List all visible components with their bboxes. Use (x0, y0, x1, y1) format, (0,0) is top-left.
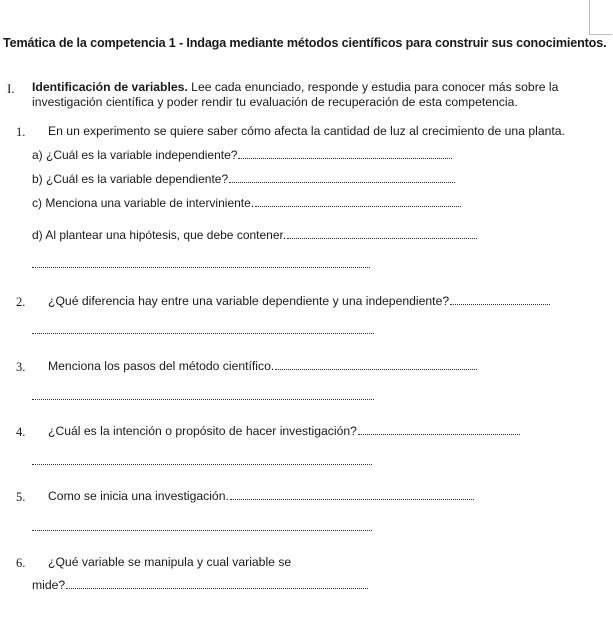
answer-blank[interactable] (230, 499, 474, 500)
subquestion-b-text: b) ¿Cuál es la variable dependiente? (32, 172, 229, 186)
question-number: 2. (16, 295, 26, 309)
question-number: 1. (16, 125, 26, 139)
question-text: ¿Qué variable se manipula y cual variable se (48, 555, 292, 569)
question-6-text-cont: mide? (32, 578, 66, 592)
answer-blank[interactable] (275, 369, 477, 370)
question-text: En un experimento se quiere saber cómo afecta la cantidad de luz al crecimiento de una planta. (48, 124, 565, 138)
answer-line[interactable] (32, 267, 370, 268)
page-corner-mark (589, 0, 612, 35)
question-number: 3. (16, 360, 26, 374)
subquestion-c-text: c) Menciona una variable de interviniente. (32, 196, 255, 210)
subquestion-a (32, 148, 452, 162)
answer-blank[interactable] (450, 304, 550, 305)
answer-blank[interactable] (287, 238, 477, 239)
section-number: I. (7, 81, 15, 96)
question-text (48, 359, 477, 373)
section-intro-line-2: investigación científica y poder rendir tu evaluación de recuperación de esta competencia. (32, 95, 518, 109)
question-text (48, 294, 550, 308)
answer-line[interactable] (32, 530, 372, 531)
question-text-continued (32, 578, 368, 592)
subquestion-b (32, 172, 455, 186)
question-text (48, 489, 474, 503)
section-intro-text: Lee cada enunciado, responde y estudia para conocer más sobre la (187, 80, 559, 94)
question-2-text: ¿Qué diferencia hay entre una variable dependiente y una independiente? (48, 294, 450, 308)
answer-blank[interactable] (255, 206, 461, 207)
subquestion-d (32, 228, 477, 242)
section-intro-line-1 (32, 80, 558, 94)
question-3-text: Menciona los pasos del método científico. (48, 359, 275, 373)
subquestion-c (32, 196, 461, 210)
question-5-text: Como se inicia una investigación. (48, 489, 229, 503)
answer-blank[interactable] (229, 182, 455, 183)
answer-line[interactable] (32, 399, 374, 400)
subquestion-d-text: d) Al plantear una hipótesis, que debe contener. (32, 228, 287, 242)
question-number: 6. (16, 556, 26, 570)
page-title: Temática de la competencia 1 - Indaga mediante métodos científicos para construir sus conocimientos. (3, 36, 607, 50)
answer-line[interactable] (32, 333, 374, 334)
question-text (48, 424, 520, 438)
subquestion-a-text: a) ¿Cuál es la variable independiente? (32, 148, 238, 162)
answer-line[interactable] (32, 464, 372, 465)
answer-blank[interactable] (358, 434, 520, 435)
answer-blank[interactable] (66, 588, 368, 589)
question-number: 4. (16, 425, 26, 439)
section-heading: Identificación de variables. (32, 80, 188, 94)
question-number: 5. (16, 490, 26, 504)
answer-blank[interactable] (238, 158, 452, 159)
question-4-text: ¿Cuál es la intención o propósito de hacer investigación? (48, 424, 357, 438)
